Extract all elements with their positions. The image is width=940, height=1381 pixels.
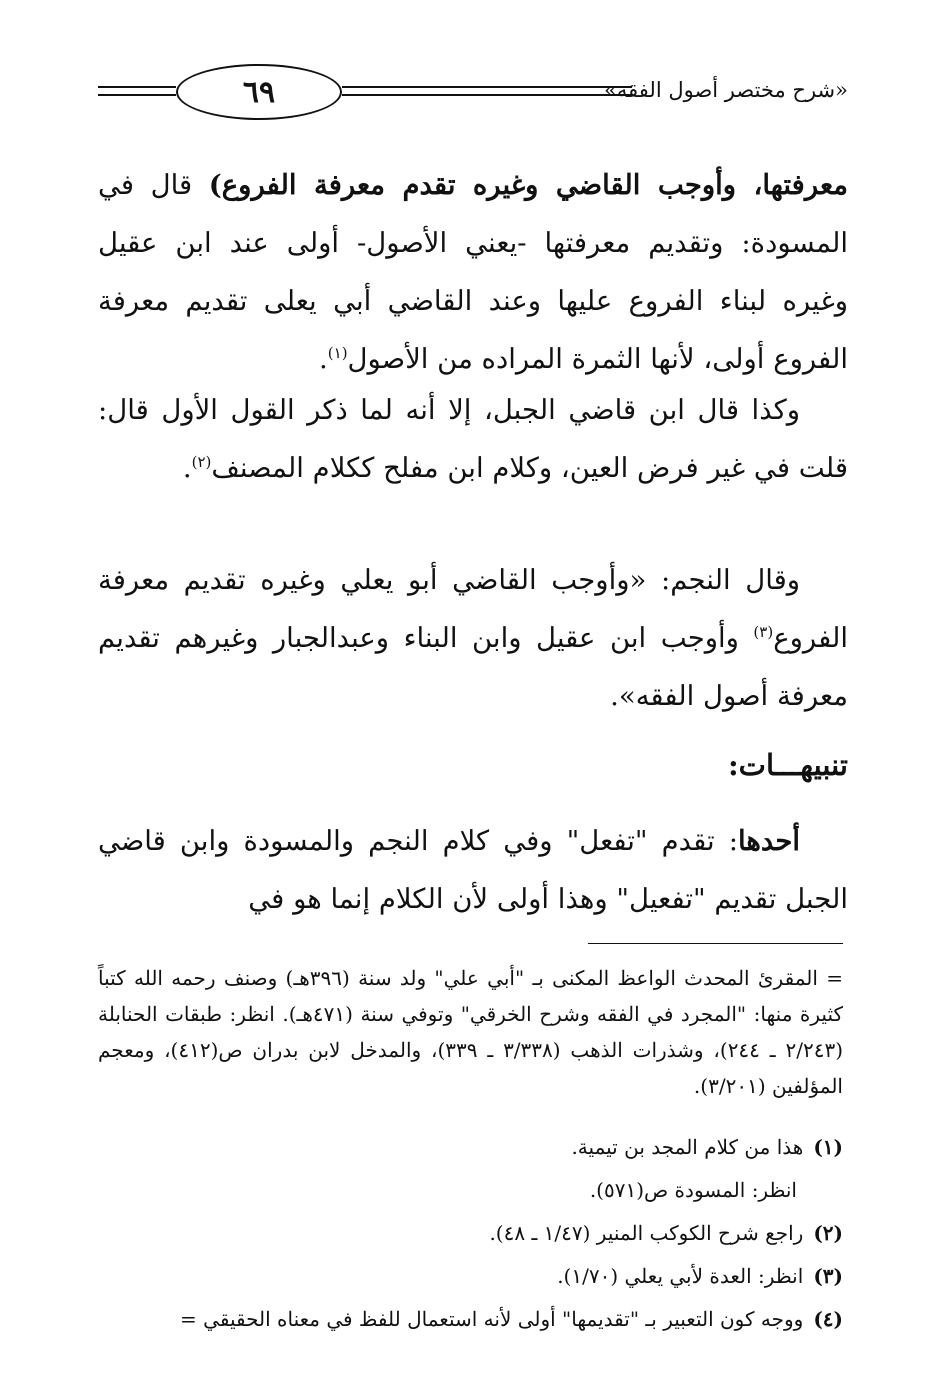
footnote-1-number: (١) — [813, 1135, 843, 1159]
section-heading: تنبيهـــات: — [727, 748, 848, 782]
paragraph-4 — [98, 812, 848, 928]
paragraph-4-text: : تقدم "تفعل" وفي كلام النجم والمسودة وابن قاضي الجبل تقديم "تفعيل" وهذا أولى لأن الكلام إنما هو في — [98, 825, 848, 915]
footnote-4 — [180, 1307, 843, 1331]
footnote-ref-2[interactable]: (٢) — [191, 452, 212, 471]
footnote-4-text: ووجه كون التعبير بـ "تقديمها" أولى لأنه استعمال للفظ في معناه الحقيقي = — [180, 1307, 804, 1331]
footnote-ref-1[interactable]: (١) — [327, 343, 348, 362]
running-title: «شرح مختصر أصول الفقه» — [604, 78, 848, 102]
footnote-1 — [571, 1135, 843, 1159]
footnote-1-continued — [590, 1178, 797, 1202]
footnote-3 — [557, 1264, 843, 1288]
page-number: ٦٩ — [176, 64, 342, 120]
footnote-1b-text: انظر: المسودة ص(٥٧١). — [589, 1178, 797, 1202]
paragraph-3-text-1: وقال النجم: «وأوجب القاضي أبو يعلي وغيره تقديم معرفة الفروع — [98, 564, 848, 654]
paragraph-1-text: قال في المسودة: وتقديم معرفتها -يعني الأصول- أولى عند ابن عقيل وغيره لبناء الفروع عليها وعند القاضي أبي يعلى تقديم معرفة الفروع أولى، لأنها الثمرة المراده من الأصول — [98, 169, 848, 375]
header-rule-left-top — [98, 86, 176, 88]
page-header — [98, 64, 848, 126]
paragraph-1-bold: معرفتها، وأوجب القاضي وغيره تقدم معرفة الفروع) — [208, 169, 848, 201]
header-rule-right-bottom — [342, 94, 632, 96]
footnote-2-number: (٢) — [813, 1221, 843, 1245]
footnote-continuation: = المقرئ المحدث الواعظ المكنى بـ "أبي علي" ولد سنة (٣٩٦هـ) وصنف رحمه الله كتباً كثيرة منها: "المجرد في الفقه وشرح الخرقي" وتوفي سنة (٤٧١هـ). انظر: طبقات الحنابلة (٢/٢٤٣ ـ ٢٤٤)، وشذرات الذهب (٣/٣٣٨ ـ ٣٣٩)، والمدخل لابن بدران ص(٤١٢)، ومعجم المؤلفين (٣/٢٠١). — [98, 966, 844, 1098]
paragraph-1-end: . — [319, 343, 328, 375]
footnote-4-number: (٤) — [813, 1307, 843, 1331]
paragraph-2-text: وكذا قال ابن قاضي الجبل، إلا أنه لما ذكر القول الأول قال: قلت في غير فرض العين، وكلام ابن مفلح ككلام المصنف — [98, 394, 848, 484]
header-rule-left-bottom — [98, 94, 176, 96]
footnote-1-text: هذا من كلام المجد بن تيمية. — [571, 1135, 804, 1159]
paragraph-3 — [98, 551, 848, 725]
paragraph-2 — [98, 381, 848, 497]
paragraph-1 — [98, 156, 848, 388]
paragraph-4-bold: أحدها — [738, 825, 800, 857]
footnote-2-text: راجع شرح الكوكب المنير (١/٤٧ ـ ٤٨). — [489, 1221, 804, 1245]
footnote-ref-3[interactable]: (٣) — [753, 622, 774, 641]
paragraph-3-text-2: وأوجب ابن عقيل وابن البناء وعبدالجبار وغيرهم تقديم معرفة أصول الفقه». — [98, 622, 848, 712]
footnote-2 — [489, 1221, 843, 1245]
footnote-separator — [588, 943, 843, 944]
footnote-3-text: انظر: العدة لأبي يعلي (١/٧٠). — [557, 1264, 804, 1288]
paragraph-2-end: . — [182, 452, 192, 484]
header-rule-right-top — [342, 86, 632, 88]
footnote-3-number: (٣) — [813, 1264, 843, 1288]
